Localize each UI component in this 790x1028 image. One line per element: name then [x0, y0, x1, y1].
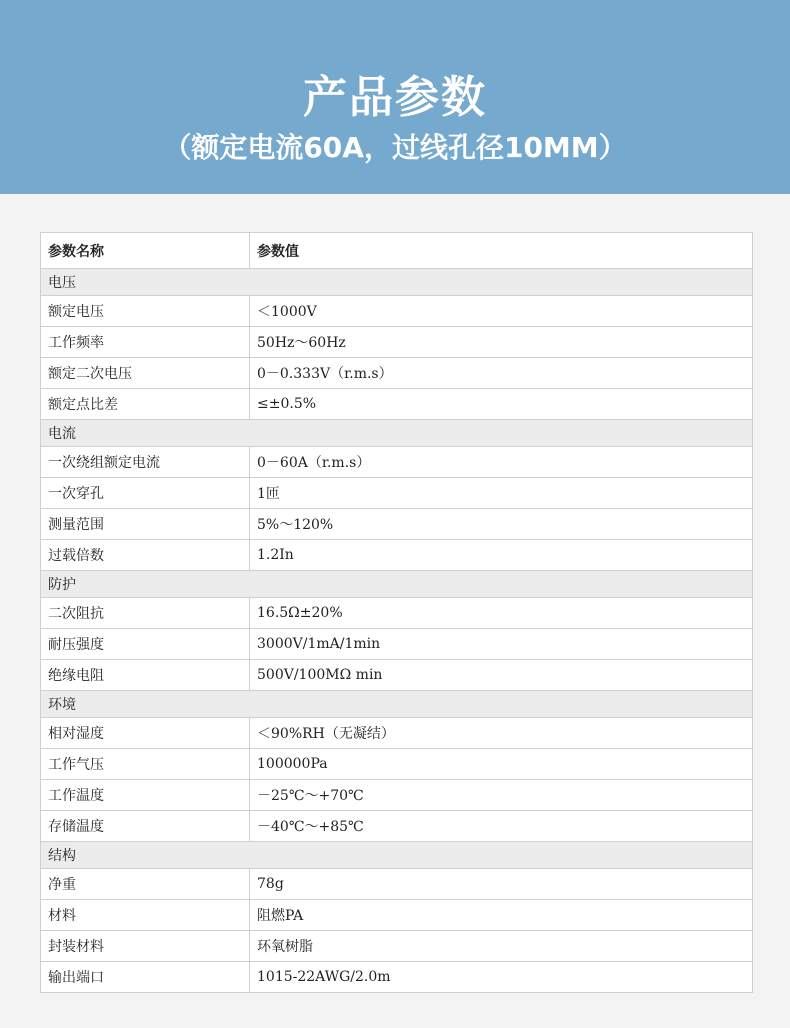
param-value: 1015-22AWG/2.0m [250, 962, 753, 993]
param-name: 二次阻抗 [41, 598, 250, 629]
table-row [41, 931, 753, 962]
param-name: 工作气压 [41, 749, 250, 780]
section-label: 环境 [41, 691, 753, 718]
table-row [41, 660, 753, 691]
table-row [41, 780, 753, 811]
column-header-value: 参数值 [250, 233, 753, 269]
table-row [41, 629, 753, 660]
table-row [41, 358, 753, 389]
table-row [41, 749, 753, 780]
section-row [41, 842, 753, 869]
table-row [41, 540, 753, 571]
table-row [41, 962, 753, 993]
param-name: 绝缘电阻 [41, 660, 250, 691]
table-header-row [41, 233, 753, 269]
param-name: 输出端口 [41, 962, 250, 993]
table-row [41, 478, 753, 509]
table-row [41, 296, 753, 327]
param-value: 78g [250, 869, 753, 900]
param-name: 额定二次电压 [41, 358, 250, 389]
section-row [41, 269, 753, 296]
param-name: 测量范围 [41, 509, 250, 540]
param-value: －25℃～+70℃ [250, 780, 753, 811]
param-name: 一次绕组额定电流 [41, 447, 250, 478]
section-row [41, 420, 753, 447]
section-row [41, 691, 753, 718]
param-value: ＜1000V [250, 296, 753, 327]
section-row [41, 571, 753, 598]
param-value: ≤±0.5% [250, 389, 753, 420]
section-label: 电压 [41, 269, 753, 296]
param-name: 工作温度 [41, 780, 250, 811]
param-value: 阻燃PA [250, 900, 753, 931]
param-value: －40℃～+85℃ [250, 811, 753, 842]
param-value: 500V/100MΩ min [250, 660, 753, 691]
section-label: 电流 [41, 420, 753, 447]
param-value: 0－60A（r.m.s） [250, 447, 753, 478]
param-value: 1.2In [250, 540, 753, 571]
param-value: ＜90%RH（无凝结） [250, 718, 753, 749]
table-row [41, 327, 753, 358]
page-subtitle: （额定电流60A，过线孔径10MM） [163, 131, 627, 164]
param-name: 过载倍数 [41, 540, 250, 571]
param-name: 一次穿孔 [41, 478, 250, 509]
param-value: 3000V/1mA/1min [250, 629, 753, 660]
param-value: 0－0.333V（r.m.s） [250, 358, 753, 389]
param-name: 材料 [41, 900, 250, 931]
spec-table-body [41, 269, 753, 993]
table-row [41, 718, 753, 749]
section-label: 结构 [41, 842, 753, 869]
table-row [41, 447, 753, 478]
table-row [41, 389, 753, 420]
param-name: 耐压强度 [41, 629, 250, 660]
param-value: 1匝 [250, 478, 753, 509]
table-row [41, 811, 753, 842]
spec-table [40, 232, 753, 993]
param-name: 工作频率 [41, 327, 250, 358]
header-banner [0, 0, 790, 194]
param-value: 环氧树脂 [250, 931, 753, 962]
param-value: 50Hz～60Hz [250, 327, 753, 358]
param-name: 额定点比差 [41, 389, 250, 420]
table-row [41, 509, 753, 540]
table-row [41, 900, 753, 931]
param-name: 净重 [41, 869, 250, 900]
param-name: 封装材料 [41, 931, 250, 962]
table-row [41, 869, 753, 900]
param-value: 100000Pa [250, 749, 753, 780]
param-name: 相对湿度 [41, 718, 250, 749]
column-header-name: 参数名称 [41, 233, 250, 269]
section-label: 防护 [41, 571, 753, 598]
table-row [41, 598, 753, 629]
param-value: 5%～120% [250, 509, 753, 540]
page-title: 产品参数 [303, 72, 487, 123]
param-name: 额定电压 [41, 296, 250, 327]
param-name: 存储温度 [41, 811, 250, 842]
param-value: 16.5Ω±20% [250, 598, 753, 629]
